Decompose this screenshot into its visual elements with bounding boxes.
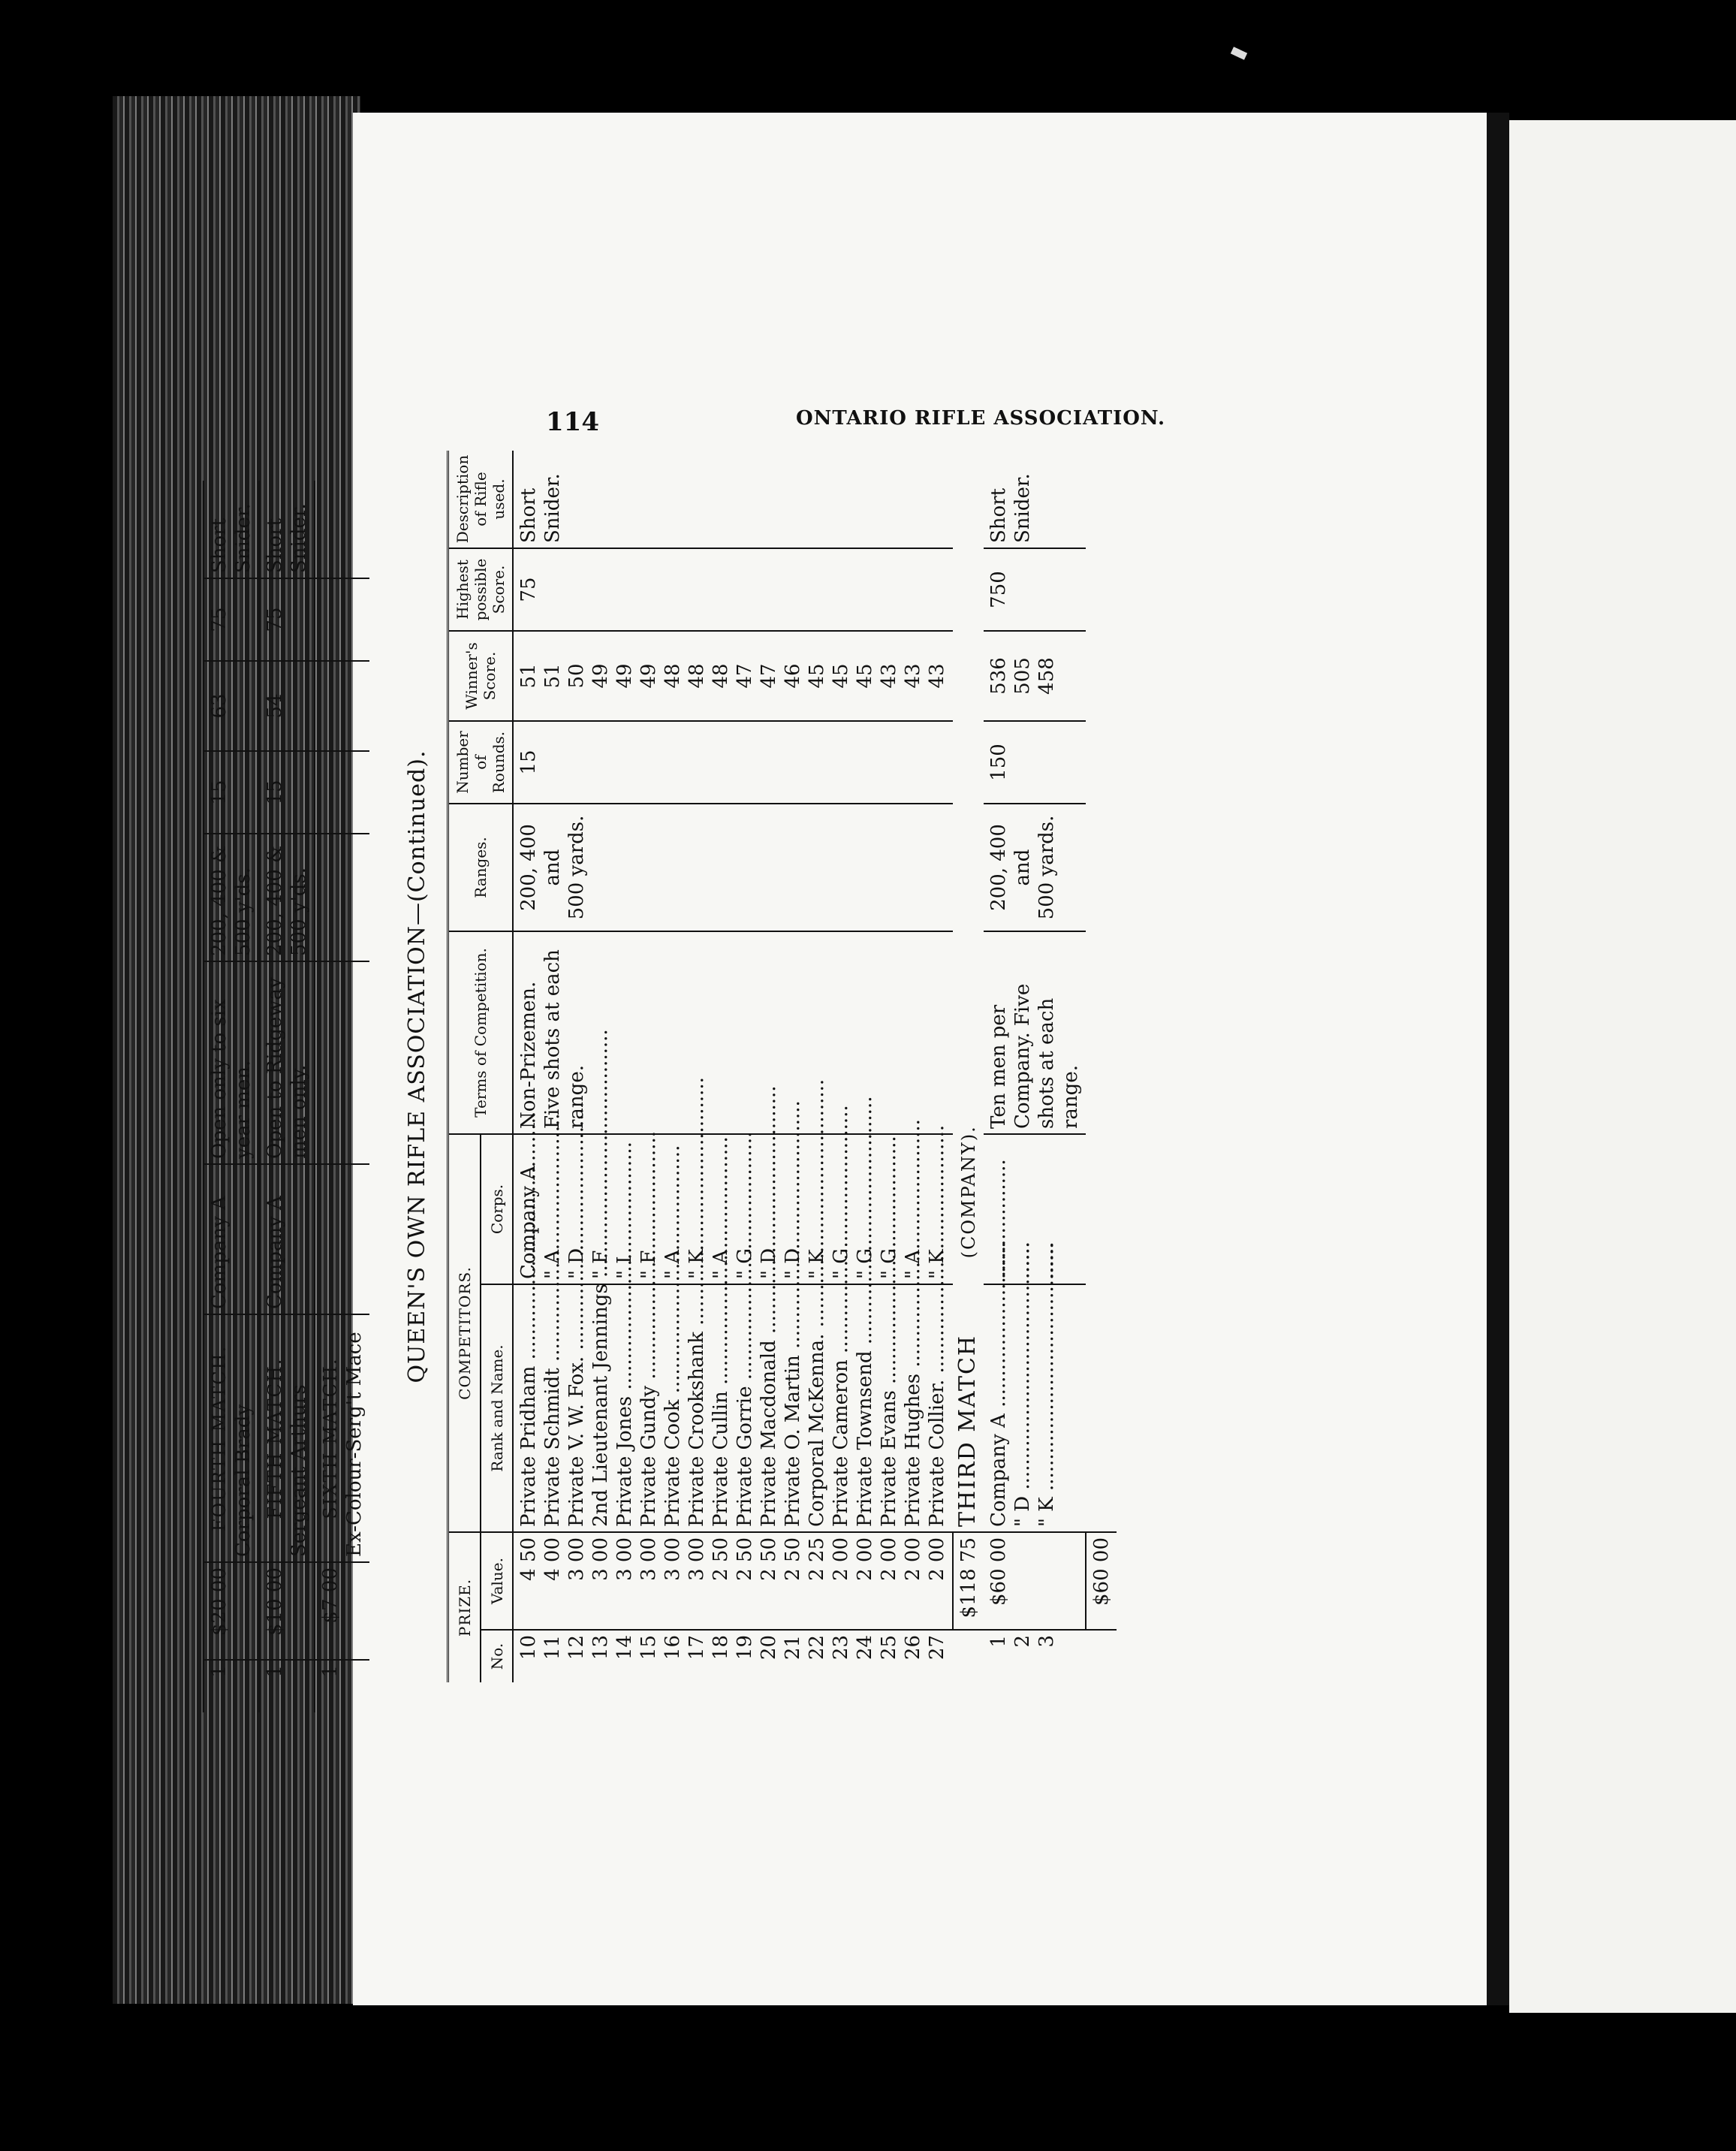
corps: Company A [203,1164,259,1314]
list-item: Private Cameron ..... [829,1290,853,1527]
table-title: QUEEN'S OWN RIFLE ASSOCIATION—(Continued). [404,750,430,1383]
list-item: 51 [541,663,564,689]
list-item: 2 50 [782,1537,804,1581]
list-item: 2 00 [830,1537,852,1581]
list-item: 47 [758,663,780,689]
prize-total: $118 75 [953,1532,984,1630]
list-item: Private V. W. Fox. ..... [565,1290,589,1527]
list-item: 49 [589,663,612,689]
list-item: 22 [806,1635,828,1661]
highest-score: 75 [203,578,259,661]
list-item: 3 00 [686,1537,708,1581]
list-item: 48 [662,663,684,689]
list-item: 2nd Lieutenant Jennings ..... [589,1290,613,1527]
list-item: 16 [662,1635,684,1661]
running-head: ONTARIO RIFLE ASSOCIATION. [796,407,1166,430]
list-item: 46 [782,663,804,689]
rank-name-header: Rank and Name. [481,1284,513,1532]
prize-value: $20 00 [203,1562,259,1660]
value-header: Value. [481,1532,513,1630]
rotated-next-page-block [203,481,473,1712]
rifle-description: Short Snider. [984,451,1086,548]
competitor-names [984,1284,1086,1532]
list-item: 1 [987,1635,1010,1648]
list-item: Company A ..... [987,1290,1011,1527]
list-item: " A [541,1250,564,1279]
highest-score-header: Highest possible Score. [448,548,514,631]
list-item: Private Cook ..... [661,1290,685,1527]
list-item: 2 00 [926,1537,948,1581]
list-item: " F [589,1250,612,1279]
list-item: 51 [517,663,540,689]
fourth-match-row [203,481,259,1712]
list-item: " K [926,1249,948,1279]
list-item: " A [902,1250,924,1279]
rounds: 150 [984,721,1086,804]
list-item: 200, 400 [987,824,1010,911]
list-item: Private Gundy ..... [637,1290,661,1527]
rounds: 15 [259,751,315,834]
prize-number: 1 [208,1665,231,1678]
list-item: 12 [565,1635,588,1661]
rifle-header: Description of Rifle used. [448,451,514,548]
list-item: 24 [854,1635,876,1661]
prize-numbers [984,1630,1086,1682]
fifth-match-row [259,481,315,1712]
rounds-header: Number of Rounds. [448,721,514,804]
rotated-table-block [405,451,1201,1682]
page-number: 114 [546,407,599,437]
list-item: " G [734,1248,756,1279]
list-item: 47 [734,663,756,689]
list-item: " A [662,1250,684,1279]
match-title: FIFTH MATCH. [264,1357,285,1519]
list-item: and [1011,849,1034,886]
list-item: 3 00 [613,1537,636,1581]
list-item: Private Crookshank ..... [685,1290,709,1527]
list-item: " I [613,1256,636,1279]
prize-value: $10 00 [259,1562,315,1660]
results-table [447,451,1117,1682]
list-item: 2 50 [734,1537,756,1581]
list-item: 18 [710,1635,732,1661]
no-header: No. [481,1630,513,1682]
terms-header: Terms of Competition. [448,931,514,1134]
list-item: Private Cullin ..... [709,1290,733,1527]
list-item: 20 [758,1635,780,1661]
competition-terms: Non-Prizemen. Five shots at each range. [513,931,953,1134]
list-item: 3 00 [637,1537,660,1581]
list-item: 536 [987,657,1010,695]
list-item: 49 [613,663,636,689]
list-item: 14 [613,1635,636,1661]
list-item: " K [806,1249,828,1279]
list-item: 17 [686,1635,708,1661]
list-item: 10 [517,1635,540,1661]
match-subtitle: (COMPANY). [958,1125,979,1259]
corps-header: Corps. [481,1134,513,1284]
list-item: 13 [589,1635,612,1661]
list-item: 2 00 [902,1537,924,1581]
list-item [1011,1537,1035,1625]
list-item: Private Collier. ..... [925,1290,949,1527]
list-item: 4 50 [517,1537,540,1581]
competition-terms: Ten men per Company. Five shots at each range. [984,931,1086,1134]
third-match-total-row [1086,451,1117,1682]
rounds: 15 [203,751,259,834]
list-item: 2 00 [854,1537,876,1581]
sixth-match-row [315,481,369,1712]
list-item: " F [637,1250,660,1279]
ranges: 200, 400 & 500 y'ds. [259,834,315,961]
list-item: 45 [806,663,828,689]
list-item: 49 [637,663,660,689]
highest-score: 750 [984,548,1086,631]
list-item: 15 [637,1635,660,1661]
list-item: 48 [686,663,708,689]
ranges-header: Ranges. [448,804,514,931]
match-title: FOURTH MATCH. [209,1344,230,1532]
list-item: 200, 400 [517,824,540,911]
list-item: 2 [1011,1635,1034,1648]
list-item: Private Jones ..... [613,1290,637,1527]
list-item: 2 50 [710,1537,732,1581]
prize-number: 1 [319,1665,342,1678]
second-match-rows [513,451,953,1682]
list-item: Private Evans ..... [877,1290,901,1527]
list-item: 3 00 [589,1537,612,1581]
competitor-name [315,1314,369,1562]
corps: Company A [259,1164,315,1314]
list-item: Corporal McKenna. ..... [805,1290,829,1527]
prize-header: PRIZE. [448,1532,481,1682]
prize-total: $60 00 [1086,1532,1117,1630]
match-title: THIRD MATCH [954,1334,981,1527]
terms: Open to Ridgeway men only. [259,961,315,1164]
winner-score: 63 [203,661,259,751]
list-item: Private Townsend ..... [853,1290,877,1527]
list-item: 505 [1011,657,1034,695]
winner-score: 54 [259,661,315,751]
list-item: " K [686,1249,708,1279]
list-item: 23 [830,1635,852,1661]
ranges [984,804,1086,931]
list-item: 43 [878,663,900,689]
highest-score: 75 [513,548,953,631]
match-title: SIXTH MATCH. [320,1357,341,1519]
second-match-total-row [953,451,984,1682]
prize-values [513,1532,953,1630]
list-item: $60 00 [987,1537,1010,1606]
list-item: 2 00 [878,1537,900,1581]
highest-score: 75 [259,578,315,661]
prize-numbers [513,1630,953,1682]
list-item: Private Pridham ..... [517,1290,541,1527]
list-item: 21 [782,1635,804,1661]
winner-score-header: Winner's Score. [448,631,514,721]
list-item: 45 [854,663,876,689]
rifle-description: Short Snider. [513,451,953,548]
list-item: 3 00 [662,1537,684,1581]
list-item: Private Macdonald ..... [757,1290,781,1527]
terms: Open only to six year men. [203,961,259,1164]
ranges: 200, 400 & 500 y'ds. [203,834,259,961]
competitor-name [259,1314,315,1562]
list-item: Private O. Martin ..... [781,1290,805,1527]
list-item: 27 [926,1635,948,1661]
list-item: 2 25 [806,1537,828,1581]
list-item: " K ..... [1035,1290,1059,1527]
list-item: " D ..... [1011,1290,1035,1527]
list-item: 2 50 [758,1537,780,1581]
list-item: 458 [1035,657,1058,695]
list-item: " G [830,1248,852,1279]
dust-speck [1231,47,1247,60]
list-item: " G [854,1248,876,1279]
list-item: 4 00 [541,1537,564,1581]
list-item: " D [565,1247,588,1279]
list-item: 50 [565,663,588,689]
list-item: 500 yards. [1035,815,1058,920]
list-item: " G [878,1248,900,1279]
competitor-corps: ...... ...... ...... [984,1134,1086,1284]
list-item: 48 [710,663,732,689]
winner-scores [984,631,1086,721]
list-item: 500 yards. [565,815,588,920]
list-item: 11 [541,1635,564,1661]
book-gutter [1487,113,1509,2005]
left-page [353,113,1487,2005]
list-item: " D [782,1247,804,1279]
list-item [1035,1537,1059,1625]
list-item: 25 [878,1635,900,1661]
rifle: Short Snider. [259,481,315,578]
competitor-names [513,1284,953,1532]
list-item: Private Schmidt ..... [541,1290,565,1527]
competitors-header: COMPETITORS. [448,1134,481,1532]
list-item: Company A [517,1166,540,1279]
list-item: and [541,849,564,886]
ranges [513,804,953,931]
rounds: 15 [513,721,953,804]
name: Corporal Brady [232,1404,255,1557]
list-item: 43 [902,663,924,689]
winner-scores [513,631,953,721]
rifle: Short Snider. [203,481,259,578]
competitor-name [203,1314,259,1562]
next-page-table [203,481,369,1712]
list-item: 45 [830,663,852,689]
list-item: " D [758,1247,780,1279]
list-item: Private Hughes ..... [901,1290,925,1527]
list-item: 3 [1035,1635,1058,1648]
prize-number: 1 [264,1665,286,1678]
list-item: 19 [734,1635,756,1661]
list-item: 26 [902,1635,924,1661]
prize-value: $7 00 [315,1562,369,1660]
prize-values [984,1532,1086,1630]
list-item: " A [710,1250,732,1279]
name: Sergeant Arthurs [288,1384,310,1557]
list-item: 43 [926,663,948,689]
third-match-rows [984,451,1086,1682]
list-item: Private Gorrie ..... [733,1290,757,1527]
list-item: 3 00 [565,1537,588,1581]
name: Ex-Colour-Serg't Mace [343,1332,366,1557]
